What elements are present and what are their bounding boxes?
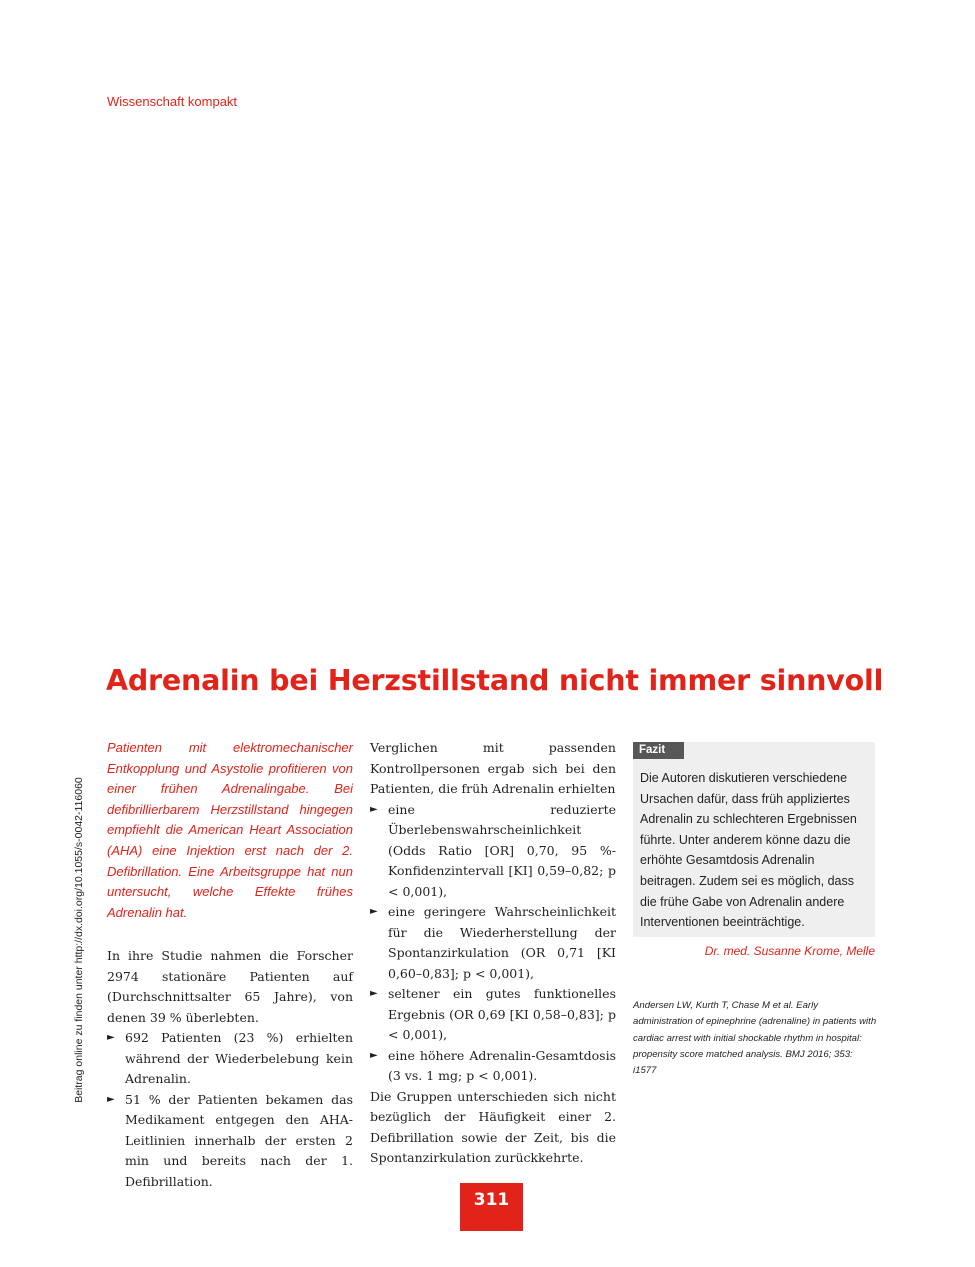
list-item-text: eine geringere Wahrscheinlichkeit für die Wiederherstellung der Spontanzirkulation (OR 0,71 [KI 0,60–0,83]; p < 0,001), <box>388 904 616 981</box>
list-item <box>370 1046 616 1087</box>
list-item-text: 692 Patienten (23 %) erhielten während der Wiederbelebung kein Adrenalin. <box>125 1030 353 1087</box>
bullet-triangle-icon: ► <box>370 988 378 999</box>
list-item <box>107 1090 353 1193</box>
author-credit: Dr. med. Susanne Krome, Melle <box>704 944 875 958</box>
lead-paragraph: Patienten mit elektromechanischer Entkopplung und Asystolie profitieren von einer frühen Adrenalingabe. Bei defibrillierbarem Herzstillstand hingegen empfiehlt die American Heart Association (AHA) eine Injektion erst nach der 2. Defibrillation. Eine Arbeitsgruppe hat nun untersucht, welche Effekte frühes Adrenalin hat. <box>107 740 353 920</box>
fazit-box <box>633 742 875 937</box>
page-number: 311 <box>460 1183 523 1231</box>
bullet-triangle-icon: ► <box>370 803 378 815</box>
list-item-text: 51 % der Patienten bekamen das Medikament entgegen den AHA-Leitlinien innerhalb der ersten 2 min und bereits nach der 1. Defibrillation. <box>125 1091 353 1189</box>
text-column-2 <box>370 738 616 1169</box>
list-item-text: seltener ein gutes funktionelles Ergebnis (OR 0,69 [KI 0,58–0,83]; p < 0,001), <box>388 986 616 1042</box>
bullet-triangle-icon: ► <box>370 906 378 917</box>
study-paragraph: In ihre Studie nahmen die Forscher 2974 stationäre Patienten auf (Durchschnittsalter 65 Jahre), von denen 39 % überlebten. <box>107 948 353 1025</box>
bullet-triangle-icon: ► <box>370 1049 378 1061</box>
literature-reference: Andersen LW, Kurth T, Chase M et al. Early administration of epinephrine (adrenaline) in patients with cardiac arrest with initial shockable rhythm in hospital: propensity score matched analysis. BMJ 2016; 353: i1577 <box>633 1000 877 1077</box>
bullet-triangle-icon: ► <box>107 1093 115 1105</box>
text-column-1 <box>107 738 353 1192</box>
article-headline: Adrenalin bei Herzstillstand nicht immer sinnvoll <box>106 664 884 697</box>
study-bullet-list <box>107 1028 353 1192</box>
fazit-tag: Fazit <box>633 742 684 759</box>
list-item <box>370 902 616 984</box>
list-item-text: eine höhere Adrenalin-Gesamtdosis (3 vs. 1 mg; p < 0,001). <box>388 1047 616 1083</box>
list-item <box>370 984 616 1046</box>
list-item <box>107 1028 353 1090</box>
results-intro: Verglichen mit passenden Kontrollpersonen ergab sich bei den Patienten, die früh Adrenalin erhielten <box>370 740 616 796</box>
closing-paragraph: Die Gruppen unterschieden sich nicht bezüglich der Häufigkeit einer 2. Defibrillation sowie der Zeit, bis die Spontanzirkulation zurückkehrte. <box>370 1088 616 1165</box>
fazit-text: Die Autoren diskutieren verschiedene Ursachen dafür, dass früh appliziertes Adrenalin zu schlechteren Ergebnissen führte. Unter anderem könne dazu die erhöhte Gesamtdosis Adrenalin beitragen. Zudem sei es möglich, dass die frühe Gabe von Adrenalin andere Interventionen beeinträchtige. <box>640 771 857 930</box>
bullet-triangle-icon: ► <box>107 1032 115 1044</box>
section-label: Wissenschaft kompakt <box>107 94 238 109</box>
list-item-text: eine reduzierte Überlebenswahrscheinlichkeit (Odds Ratio [OR] 0,70, 95 %-Konfidenzintervall [KI] 0,59–0,82; p < 0,001), <box>388 801 616 899</box>
results-bullet-list <box>370 800 616 1087</box>
doi-side-note: Beitrag online zu finden unter http://dx.doi.org/10.1055/s-0042-116060 <box>73 777 85 1103</box>
list-item <box>370 800 616 903</box>
